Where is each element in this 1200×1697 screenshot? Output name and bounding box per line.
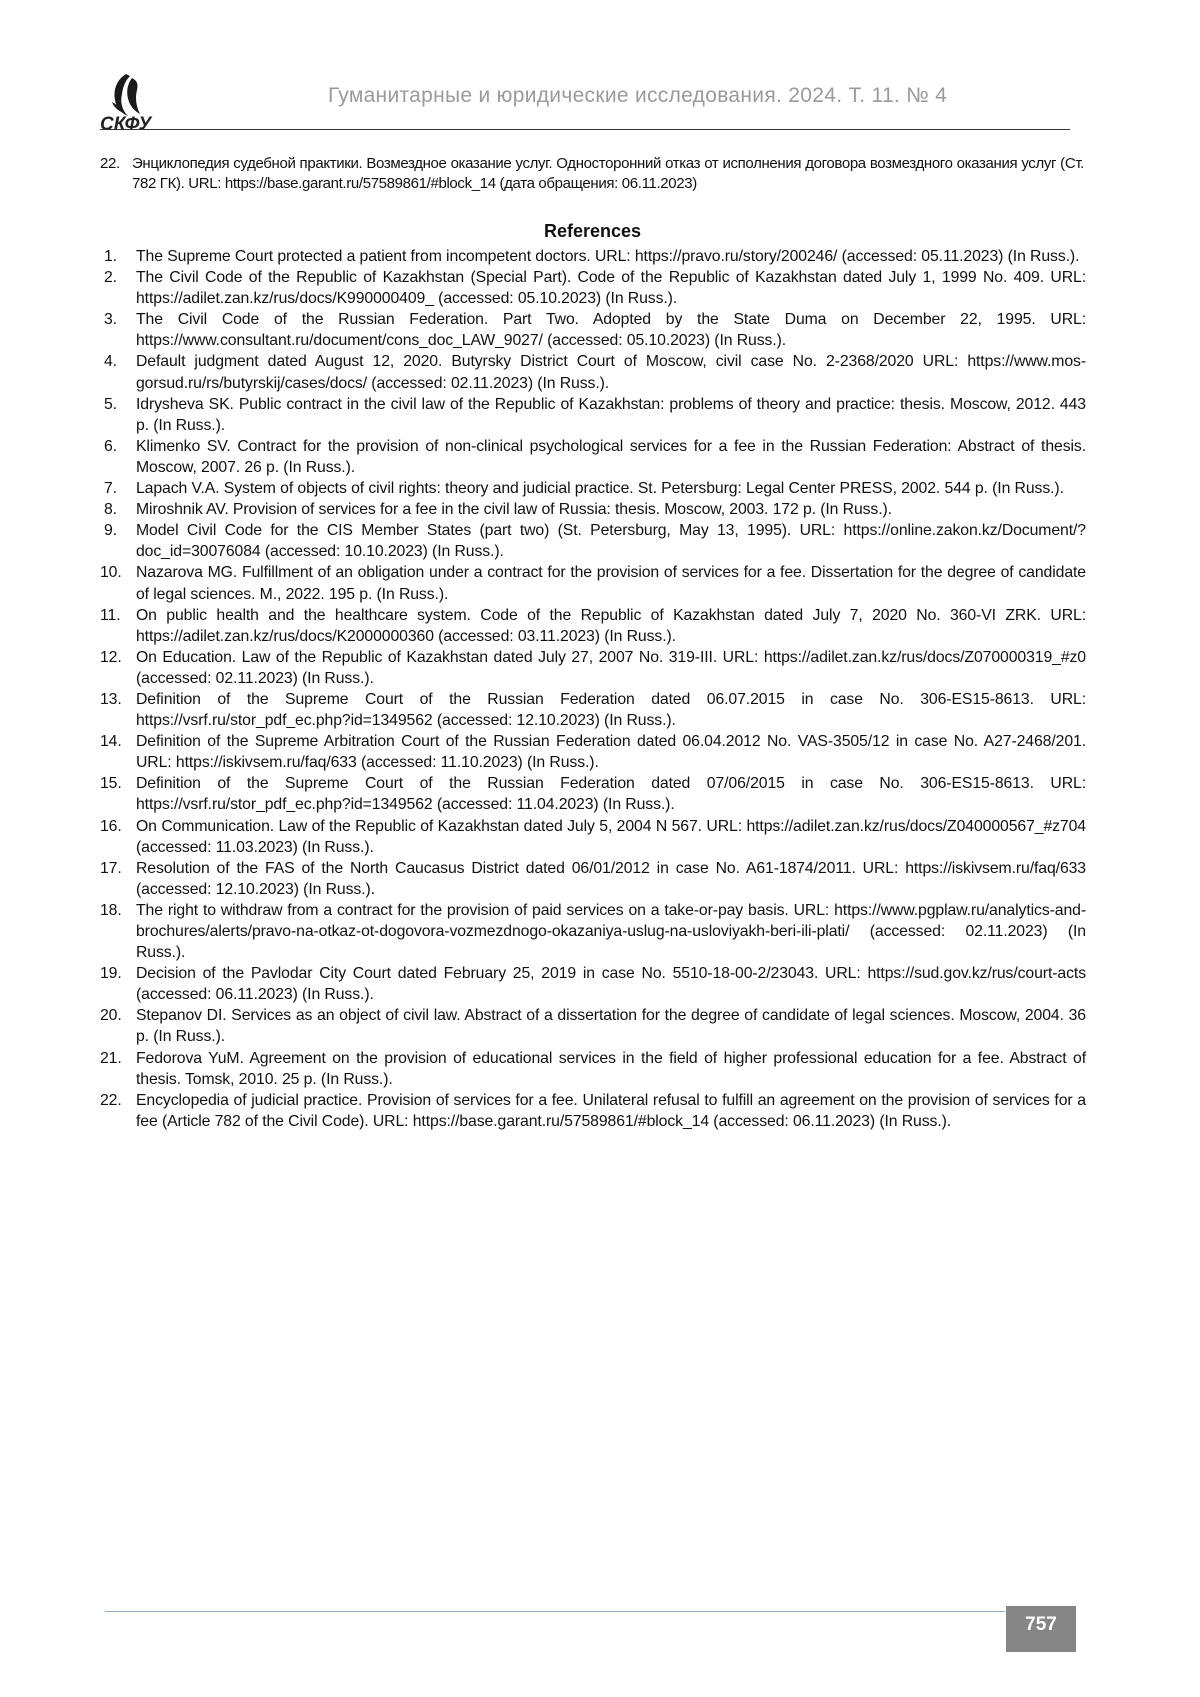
reference-text: The Supreme Court protected a patient from incompetent doctors. URL: https://pravo.ru/story/200246/ (accessed: 05.11.2023) (In Russ.). (136, 248, 1080, 265)
reference-item (100, 858, 1086, 900)
reference-number: 4. (104, 353, 117, 371)
reference-item (100, 900, 1086, 963)
reference-text: Энциклопедия судебной практики. Возмездное оказание услуг. Односторонний отказ от исполнения договора возмездного оказания услуг (Ст. 782 ГК). URL: https://base.garant.ru/57589861/#block_14 (дата обращения: 06.11.2023) (132, 155, 1084, 192)
reference-text: On Education. Law of the Republic of Kazakhstan dated July 27, 2007 No. 319-III. URL: https://adilet.zan.kz/rus/docs/Z070000319_#z0 (accessed: 02.11.2023) (In Russ.). (136, 648, 1086, 687)
reference-text: Definition of the Supreme Court of the Russian Federation dated 06.07.2015 in case No. 306-ES15-8613. URL: https://vsrf.ru/stor_pdf_ec.php?id=1349562 (accessed: 12.10.2023) (In Russ.). (136, 690, 1086, 730)
reference-number: 6. (104, 437, 117, 455)
reference-number: 22. (100, 1091, 122, 1109)
reference-item (100, 816, 1086, 858)
reference-text: Idrysheva SK. Public contract in the civil law of the Republic of Kazakhstan: problems of theory and practice: thesis. Moscow, 2012. 443 p. (In Russ.). (136, 395, 1086, 434)
header-divider (100, 129, 1070, 130)
page-header (100, 66, 1070, 134)
reference-item (100, 394, 1086, 436)
reference-item (100, 499, 1086, 520)
reference-number: 18. (100, 901, 122, 919)
reference-number: 22. (100, 155, 120, 172)
reference-text: Stepanov DI. Services as an object of civil law. Abstract of a dissertation for the degree of candidate of legal sciences. Moscow, 2004. 36 p. (In Russ.). (136, 1007, 1086, 1046)
reference-text: Lapach V.A. System of objects of civil rights: theory and judicial practice. St. Petersburg: Legal Center PRESS, 2002. 544 p. (In Russ.). (136, 480, 1064, 498)
reference-item (100, 689, 1086, 731)
reference-item (100, 351, 1086, 393)
reference-number: 3. (104, 311, 117, 329)
references-heading: References (543, 221, 642, 241)
russian-reference-item (100, 154, 1084, 194)
reference-text: Resolution of the FAS of the North Caucasus District dated 06/01/2012 in case No. A61-1874/2011. URL: https://iskivsem.ru/faq/633 (accessed: 12.10.2023) (In Russ.). (136, 859, 1086, 898)
reference-text: Encyclopedia of judicial practice. Provision of services for a fee. Unilateral refusal to fulfill an agreement on the provision of services for a fee (Article 782 of the Civil Code). URL: https://base.garant.ru/57589861/#block_14 (accessed: 06.11.2023) (In Russ.). (136, 1091, 1086, 1130)
reference-item (100, 605, 1086, 647)
reference-text: Decision of the Pavlodar City Court dated February 25, 2019 in case No. 5510-18-00-2/23043. URL: https://sud.gov.kz/rus/court-acts (accessed: 06.11.2023) (In Russ.). (136, 965, 1086, 1004)
reference-text: Model Civil Code for the CIS Member States (part two) (St. Petersburg, May 13, 1995). URL: https://online.zakon.kz/Document/?doc_id=30076084 (accessed: 10.10.2023) (In Russ.). (136, 522, 1086, 561)
wing-emblem-icon (106, 72, 146, 118)
reference-item (100, 309, 1086, 351)
reference-number: 1. (104, 248, 117, 265)
reference-item (100, 478, 1086, 499)
reference-text: The right to withdraw from a contract for the provision of paid services on a take-or-pay basis. URL: https://www.pgplaw.ru/analytics-and-brochures/alerts/pravo-na-otkaz-ot-dogovora-vozmezdnogo-okazaniya-uslug-na-usloviyakh-beri-ili-plati/ (accessed: 02.11.2023) (In Russ.). (136, 901, 1086, 962)
footer-divider (105, 1611, 1005, 1612)
reference-item (100, 246, 1086, 267)
reference-item (100, 520, 1086, 562)
reference-number: 15. (100, 775, 122, 793)
reference-number: 21. (100, 1049, 122, 1067)
reference-item (100, 1005, 1086, 1047)
reference-number: 5. (104, 395, 117, 413)
university-logo (100, 72, 180, 134)
reference-number: 13. (100, 690, 122, 708)
reference-item (100, 562, 1086, 604)
reference-number: 10. (100, 564, 122, 582)
reference-item (100, 773, 1086, 815)
reference-number: 2. (104, 269, 117, 287)
reference-item (100, 1090, 1086, 1132)
reference-number: 11. (100, 606, 121, 624)
reference-number: 7. (104, 480, 117, 498)
reference-number: 17. (100, 859, 122, 877)
reference-number: 8. (104, 501, 117, 519)
reference-item (100, 731, 1086, 773)
reference-text: Default judgment dated August 12, 2020. Butyrsky District Court of Moscow, civil case No. 2-2368/2020 URL: https://www.mos-gorsud.ru/rs/butyrskij/cases/docs/ (accessed: 02.11.2023) (In Russ.). (136, 353, 1086, 392)
reference-text: Definition of the Supreme Arbitration Court of the Russian Federation dated 06.04.2012 No. VAS-3505/12 in case No. A27-2468/201. URL: https://iskivsem.ru/faq/633 (accessed: 11.10.2023) (In Russ.). (136, 733, 1086, 772)
reference-number: 14. (100, 733, 122, 751)
reference-item (100, 436, 1086, 478)
reference-text: On public health and the healthcare system. Code of the Republic of Kazakhstan dated July 7, 2020 No. 360-VI ZRK. URL: https://adilet.zan.kz/rus/docs/K2000000360 (accessed: 03.11.2023) (In Russ.). (136, 606, 1086, 645)
reference-text: The Civil Code of the Republic of Kazakhstan (Special Part). Code of the Republic of Kazakhstan dated July 1, 1999 No. 409. URL: https://adilet.zan.kz/rus/docs/K990000409_ (accessed: 05.10.2023) (In Russ.). (136, 269, 1086, 308)
reference-item (100, 963, 1086, 1005)
reference-number: 16. (100, 817, 122, 835)
logo-text: СКФУ (100, 114, 152, 135)
reference-text: Klimenko SV. Contract for the provision of non-clinical psychological services for a fee in the Russian Federation: Abstract of thesis. Moscow, 2007. 26 p. (In Russ.). (136, 437, 1086, 476)
reference-number: 20. (100, 1007, 122, 1025)
reference-item (100, 647, 1086, 689)
reference-text: On Communication. Law of the Republic of Kazakhstan dated July 5, 2004 N 567. URL: https://adilet.zan.kz/rus/docs/Z040000567_#z704 (accessed: 11.03.2023) (In Russ.). (136, 817, 1086, 856)
reference-text: Miroshnik AV. Provision of services for a fee in the civil law of Russia: thesis. Moscow, 2003. 172 p. (In Russ.). (136, 501, 892, 519)
reference-number: 9. (104, 522, 117, 540)
reference-text: The Civil Code of the Russian Federation. Part Two. Adopted by the State Duma on December 22, 1995. URL: https://www.consultant.ru/document/cons_doc_LAW_9027/ (accessed: 05.10.2023) (In Russ.). (136, 311, 1086, 350)
reference-number: 19. (100, 965, 122, 983)
reference-text: Nazarova MG. Fulfillment of an obligation under a contract for the provision of services for a fee. Dissertation for the degree of candidate of legal sciences. M., 2022. 195 p. (In Russ.). (136, 564, 1086, 603)
reference-number: 12. (100, 648, 122, 666)
journal-title: Гуманитарные и юридические исследования. 2024. Т. 11. № 4 (328, 84, 948, 107)
page-number: 757 (1006, 1606, 1076, 1652)
reference-item (100, 1048, 1086, 1090)
reference-text: Definition of the Supreme Court of the Russian Federation dated 07/06/2015 in case No. 306-ES15-8613. URL: https://vsrf.ru/stor_pdf_ec.php?id=1349562 (accessed: 11.04.2023) (In Russ.). (136, 775, 1086, 814)
reference-item (100, 267, 1086, 309)
reference-text: Fedorova YuM. Agreement on the provision of educational services in the field of higher professional education for a fee. Abstract of thesis. Tomsk, 2010. 25 p. (In Russ.). (136, 1049, 1086, 1088)
references-list (100, 246, 1086, 1132)
